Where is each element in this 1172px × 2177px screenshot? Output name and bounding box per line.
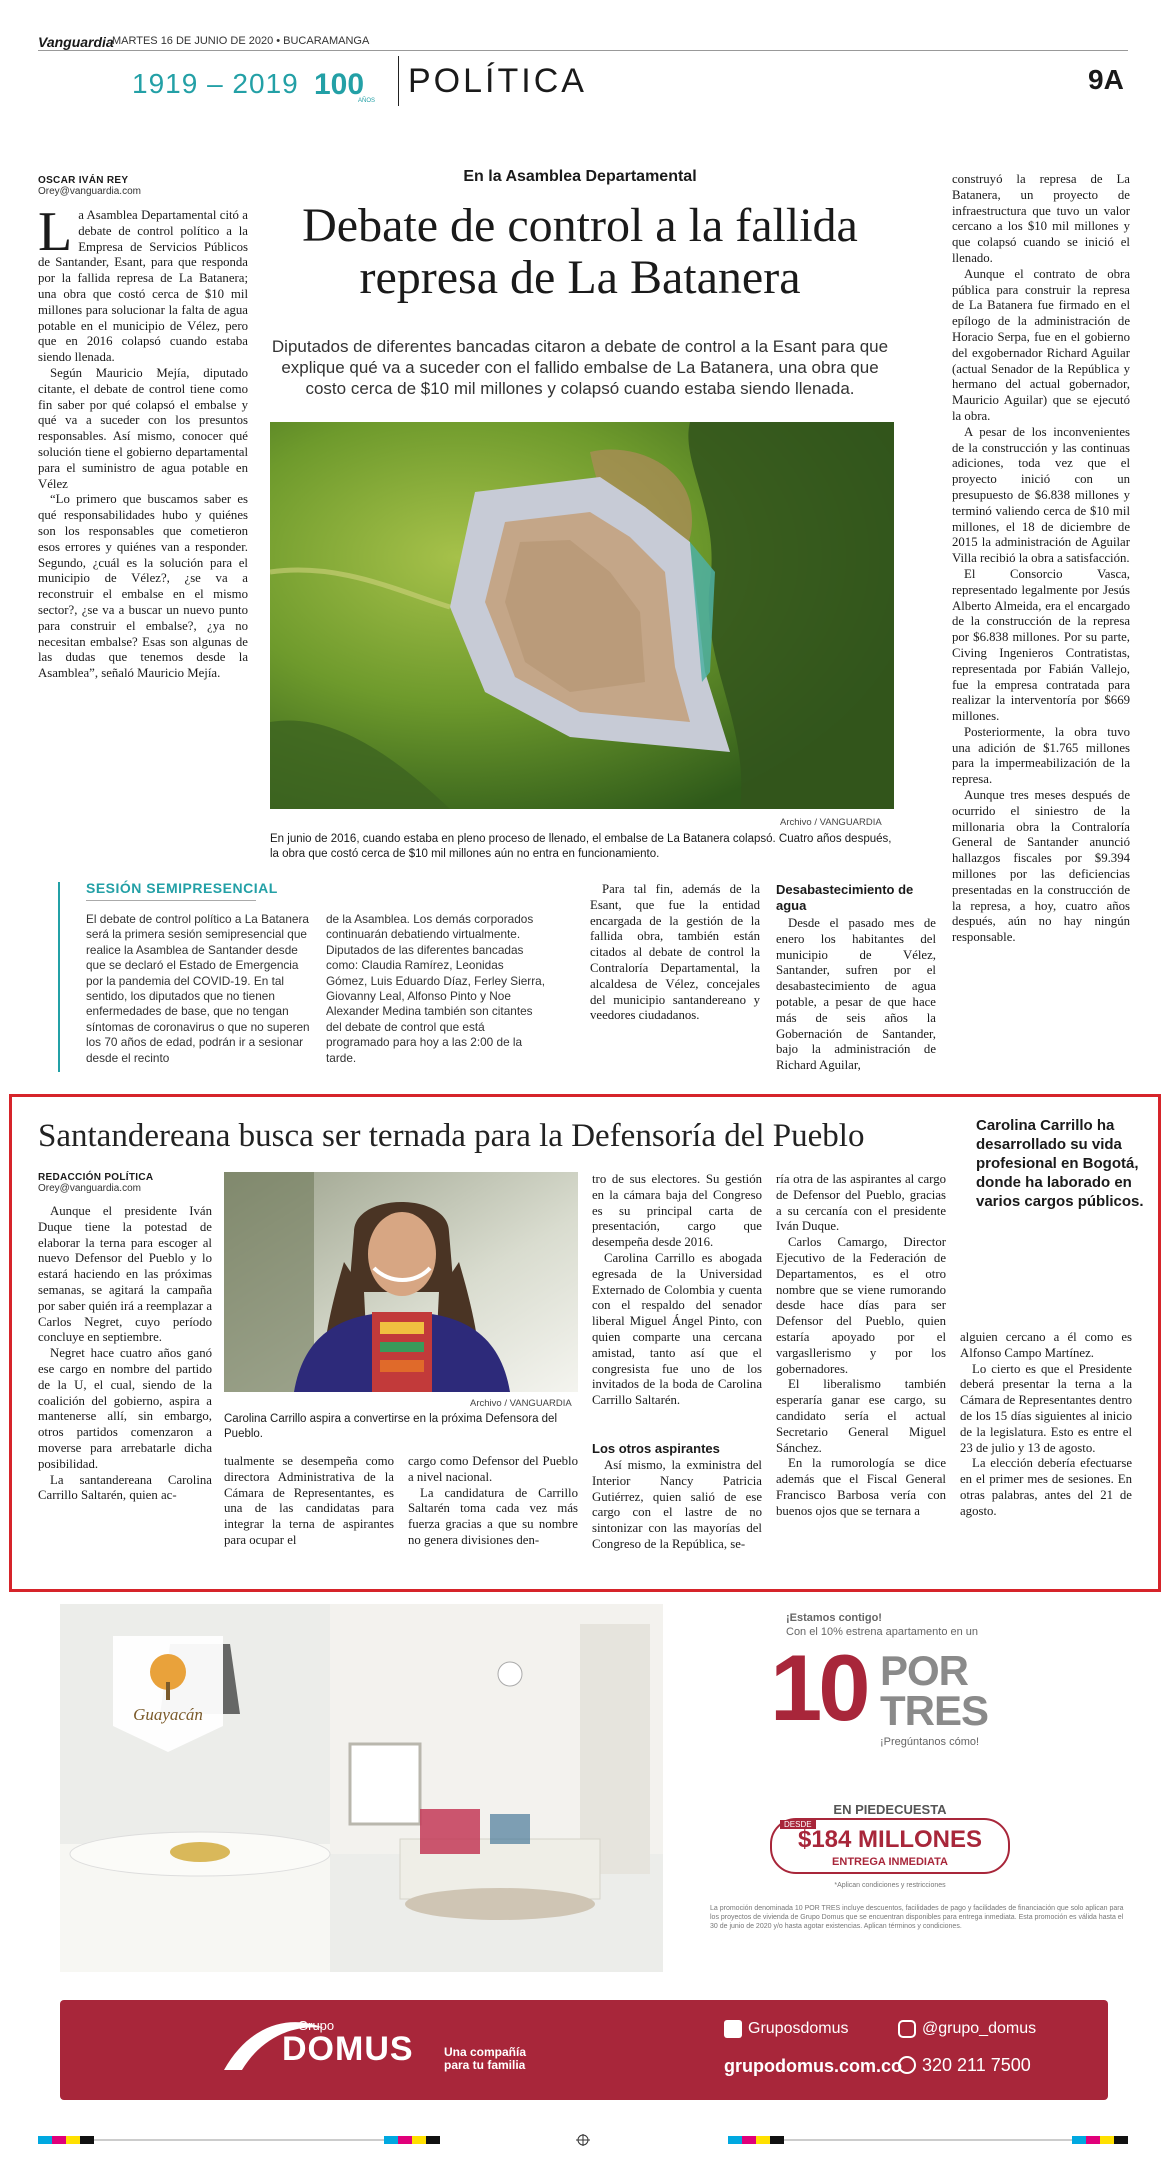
subhead-other-candidates: Los otros aspirantes [592,1441,720,1456]
article2-column-1 [38,1204,212,1504]
article2-column-5 [776,1172,946,1520]
article2-col1-p2: Negret hace cuatro años ganó ese cargo en nombre del partido de la U, el cual, siendo de la coalición del gobierno, aspira a mantenerse allí, sin embargo, otros partidos comenzaron a moverse para arrebatarle dicha posibilidad. [38,1346,212,1471]
facebook-handle[interactable]: Gruposdomus [748,2020,849,2037]
article2-col3-p1: cargo como Defensor del Pueblo a nivel nacional. [408,1454,578,1484]
article2-col5-p4: En la rumorología se dice además que el Fiscal General Francisco Barbosa vería con buenos ojos que se ternara a [776,1456,946,1518]
article1-column-water [776,916,936,1074]
author-email: Orey@vanguardia.com [38,186,141,197]
article1-col-mid-text: Para tal fin, además de la Esant, que fue la entidad encargada de la gestión de la fallida obra, también están citados al debate de control la Contraloría Departamental, la alcaldesa de Vélez, concejales del municipio santandereano y veedores ciudadanos. [590,882,760,1023]
article2-column-6 [960,1330,1132,1520]
domus-group-label: Grupo [298,2018,335,2033]
candidate-portrait-photo [224,1172,578,1392]
dropcap: L [38,201,73,263]
byline [38,175,228,197]
domus-website[interactable]: grupodomus.com.co [724,2056,903,2076]
photo2-caption: Carolina Carrillo aspira a convertirse en la próxima Defensora del Pueblo. [224,1413,558,1440]
article2-author: REDACCIÓN POLÍTICA [38,1172,154,1183]
guayacan-logo [113,1636,223,1752]
instagram-handle[interactable]: @grupo_domus [922,2020,1037,2037]
article2-col6-p2: Lo cierto es que el Presidente deberá presentar la terna a la Cámara de Representantes dentro de los 15 días siguientes al inicio de la legislatura. Esto es entre el 23 de julio y 13 de agosto. [960,1361,1132,1455]
article1-right-p2: Aunque el contrato de obra pública para construir la represa de La Batanera fue firmado en el epílogo de la administración de Horacio Serpa, fue en el gobierno del exgobernador Richard Aguilar (actual Senador de la República y hermano del actual gobernador, Mauricio Aguilar) que se ejecutó la obra. [952,266,1130,423]
guayacan-name: Guayacán [133,1705,203,1724]
article1-right-p5: Posteriormente, la obra tuvo una adición de $1.765 millones para la impermeabilización de la represa. [952,724,1130,787]
photo2-credit: Archivo / VANGUARDIA [470,1398,572,1409]
print-registration-bar [38,2134,1128,2146]
ad-delivery: ENTREGA INMEDIATA [832,1856,948,1868]
subhead-water-shortage: Desabastecimiento de agua [776,882,914,913]
article2-col2-text: tualmente se desempeña como directora Administrativa de la Cámara de Representantes, es una de las candidatas para integrar la terna de aspirantes para ocupar el [224,1454,394,1547]
ad-conditions: *Aplican condiciones y restricciones [834,1882,946,1889]
domus-phone[interactable]: 320 211 7500 [922,2055,1031,2075]
sidebar-box-text-1: El debate de control político a La Batanera será la primera sesión semipresencial que realice la Asamblea de Santander desde que se declaró el Estado de Emergencia por la pandemia del COVID-19. En tal sentido, los diputados que no tienen enfermedades de base, que no tengan síntomas de coronavirus o que no superen los 70 años de edad, podrán ir a sesionar desde el recinto [86,912,310,1065]
article2-col4-p2: Carolina Carrillo es abogada egresada de la Universidad Externado de Colombia y cuenta con el respaldo del senador liberal Miguel Ángel Pinto, con quien comparte una cercana amistad, tanto así que el congresista fue uno de los invitados de la boda de Carolina Carrillo Saltarén. [592,1250,762,1408]
article1-col-water-text: Desde el pasado mes de enero los habitantes del municipio de Vélez, Santander, sufren por el desabastecimiento de agua potable, a pesar de que hace más de seis años la Gobernación de Santander, bajo la administración de Richard Aguilar, [776,916,936,1073]
section-divider [398,56,399,106]
photo1-credit: Archivo / VANGUARDIA [780,817,882,828]
article2-col6-p1: alguien cercano a él como es Alfonso Campo Martínez. [960,1330,1132,1360]
article2-col1-p3: La santandereana Carolina Carrillo Saltarén, quien ac- [38,1472,212,1503]
promo-tres: TRES [880,1687,989,1734]
sidebar-box-underline [86,900,256,901]
centenary-logo [312,62,382,106]
article1-col1-p2: Según Mauricio Mejía, diputado citante, el debate de control tiene como fin saber por qué colapsó el embalse y qué va a suceder con los presuntos responsables. Así mismo, conocer qué solución tiene el gobierno departamental para el suministro de agua potable en Vélez [38,365,248,491]
article1-column-right [952,172,1130,946]
centenary-number: 100 [314,68,365,101]
domus-banner [60,2000,1108,2100]
article2-col5-p1: ría otra de las aspirantes al cargo de Defensor del Pueblo, gracias a su cercanía con el presidente Iván Duque. [776,1172,946,1234]
folio-date: MARTES 16 DE JUNIO DE 2020 • BUCARAMANGA [112,35,370,47]
article2-col1-p1: Aunque el presidente Iván Duque tiene la potestad de elaborar la terna para escoger al nuevo Defensor del Pueblo y lo estará haciendo en las próximas semanas, se agitará la campaña por saber quién irá a reemplazar a Carlos Negret, cuyo período concluye en septiembre. [38,1204,212,1345]
sidebar-box-text-2: de la Asamblea. Los demás corporados continuarán debatiendo virtualmente. Diputados de las diferentes bancadas como: Claudia Ramírez, Leonidas Gómez, Luis Eduardo Díaz, Ferley Sierra, Giovanny Leal, Alfonso Pinto y Noe Alexander Medina también son citantes del debate de control que está programado para hoy a las 2:00 de la tarde. [326,912,545,1065]
ad-location: EN PIEDECUESTA [833,1802,947,1817]
price-prefix: DESDE [780,1820,816,1829]
sidebar-box-title: SESIÓN SEMIPRESENCIAL [86,880,278,896]
article2-col4-p1: tro de sus electores. Su gestión en la cámara baja del Congreso es su principal carta de presentación, cargo que desempeña desde 2016. [592,1172,762,1250]
domus-wordmark: DOMUS [282,2030,414,2068]
article2-byline [38,1172,218,1194]
facebook-icon [724,2020,742,2038]
article1-right-p1: construyó la represa de La Batanera, un proyecto de infraestructura que tuvo un valor cercano a los $10 mil millones y que colapsó cuando se inició el llenado. [952,172,1130,265]
sidebar-box-rule [58,882,60,1072]
anniversary-years: 1919 – 2019 [132,68,299,99]
newspaper-brand: Vanguardia [38,34,114,50]
article2-column-3 [408,1454,578,1549]
article1-right-p6: Aunque tres meses después de ocurrido el siniestro de la millonaria obra la Contraloría General de Santander anunció hallazgos fiscales por $9.394 millones por las deficiencias presentadas en la construcción de la represa, a hoy, cuatro años después, aún no hay ningún responsable. [952,788,1130,945]
ad-tagline-sub: Con el 10% estrena apartamento en un [786,1626,979,1638]
article2-col5-p3: El liberalismo también esperaría ganar ese cargo, su candidato sería el actual Secretario General Miguel Sánchez. [776,1377,946,1455]
instagram-icon [898,2020,916,2038]
ad-promo-panel [680,1604,1130,1984]
ad-legal: La promoción denominada 10 POR TRES incluye descuentos, facilidades de pago y facilidades de financiación que solo aplican para los proyectos de vivienda de Grupo Domus que se encuentran disponibles para entrega inmediata. Esta promoción es válida hasta el 30 de junio de 2020 y/o hasta agotar existencias. Aplican términos y condiciones. [710,1905,1124,1930]
article1-column-1 [38,201,248,682]
article2-col3-p2: La candidatura de Carrillo Saltarén toma cada vez más fuerza gracias a que su nombre no genera divisiones den- [408,1485,578,1547]
promo-ask: ¡Pregúntanos cómo! [880,1736,980,1748]
domus-tagline: Una compañía para tu familia [444,2045,527,2072]
page-number: 9A [1088,64,1124,95]
ad-tagline-top: ¡Estamos contigo! [786,1612,882,1624]
article1-col1-p1: a Asamblea Departamental citó a debate de control político a la Empresa de Servicios Públicos de Santander, Esant, para que responda por la fallida represa de La Batanera; una obra que costó cerca de $10 mil millones para solucionar la falta de agua potable en el municipio de Vélez, pero que en 2016 colapsó cuando estaba siendo llenada. [38,208,248,365]
article2-pullquote: Carolina Carrillo ha desarrollado su vida profesional en Bogotá, donde ha laborado en varios cargos públicos. [976,1117,1144,1210]
whatsapp-icon [898,2056,916,2074]
article1-headline: Debate de control a la fallida represa de La Batanera [302,199,858,304]
article2-column-4 [592,1172,762,1409]
reservoir-aerial-photo [270,422,894,809]
ad-price: $184 MILLONES [797,1826,983,1853]
article1-dek: Diputados de diferentes bancadas citaron a debate de control a la Esant para que explique qué va a suceder con el fallido embalse de La Batanera, una obra que costo cerca de $10 mil millones y colapsó cuando estaba siendo llenada. [271,337,889,398]
author-name: OSCAR IVÁN REY [38,175,129,186]
promo-ten: 10 [770,1635,867,1740]
centenary-sub: AÑOS [358,98,376,104]
promo-por: POR [880,1647,969,1694]
section-name: POLÍTICA [408,62,587,100]
article2-column-2 [224,1454,394,1549]
article1-right-p3: A pesar de los inconvenientes de la construcción y las continuas adiciones, toda vez que el proyecto inició con un presupuesto de $6.838 millones y terminó valiendo cerca de $10 mil millones, el 18 de diciembre de 2015 la administración de Aguilar Villa recibió la obra a satisfacción. [952,424,1130,566]
article1-kicker: En la Asamblea Departamental [463,168,697,185]
article2-headline: Santandereana busca ser ternada para la Defensoría del Pueblo [38,1118,865,1154]
article2-col5-p2: Carlos Camargo, Director Ejecutivo de la Federación de Departamentos, es el otro nombre que se viene rumorando desde hace días para ser Defensor del Pueblo, quien estaría apoyado por el vargasllerismo y por los gobernadores. [776,1235,946,1376]
article2-col6-p3: La elección debería efectuarse en el primer mes de sesiones. En otras palabras, antes del 21 de agosto. [960,1456,1132,1518]
article1-col1-p3: “Lo primero que buscamos saber es qué responsabilidades hubo y quiénes son los responsables que cometieron esos errores y quiénes van a responder. Segundo, ¿cuál es la solución para el municipio de Vélez?, ¿se va a reconstruir el embalse en el mismo sector?, ¿se va a buscar un nuevo punto para construir el embalse?, ¿ya no necesitan embalse? Esas son algunas de las dudas que tenemos desde la Asamblea”, señaló Mauricio Mejía. [38,492,248,681]
article2-column-4b [592,1458,762,1553]
masthead-rule [38,50,1128,51]
article1-right-p4: El Consorcio Vasca, representado legalmente por Jesús Alberto Almeida, era el encargado de la construcción de la represa por $6.838 millones. Por su parte, Civing Ingenieros Contratistas, representada por Fabián Vallejo, fue la empresa contratada para realizar la interventoría por $669 millones. [952,566,1130,724]
article1-column-mid [590,882,760,1024]
photo1-caption: En junio de 2016, cuando estaba en pleno proceso de llenado, el embalse de La Batanera colapsó. Cuatro años después, la obra que costó cerca de $10 mil millones aún no entra en funcionamiento. [270,833,892,860]
article2-col4-p3: Así mismo, la exministra del Interior Nancy Patricia Gutiérrez, quien salió de ese cargo con el lastre de no sintonizar con las mayorías del Congreso de la República, se- [592,1458,762,1551]
article2-author-email: Orey@vanguardia.com [38,1183,141,1194]
